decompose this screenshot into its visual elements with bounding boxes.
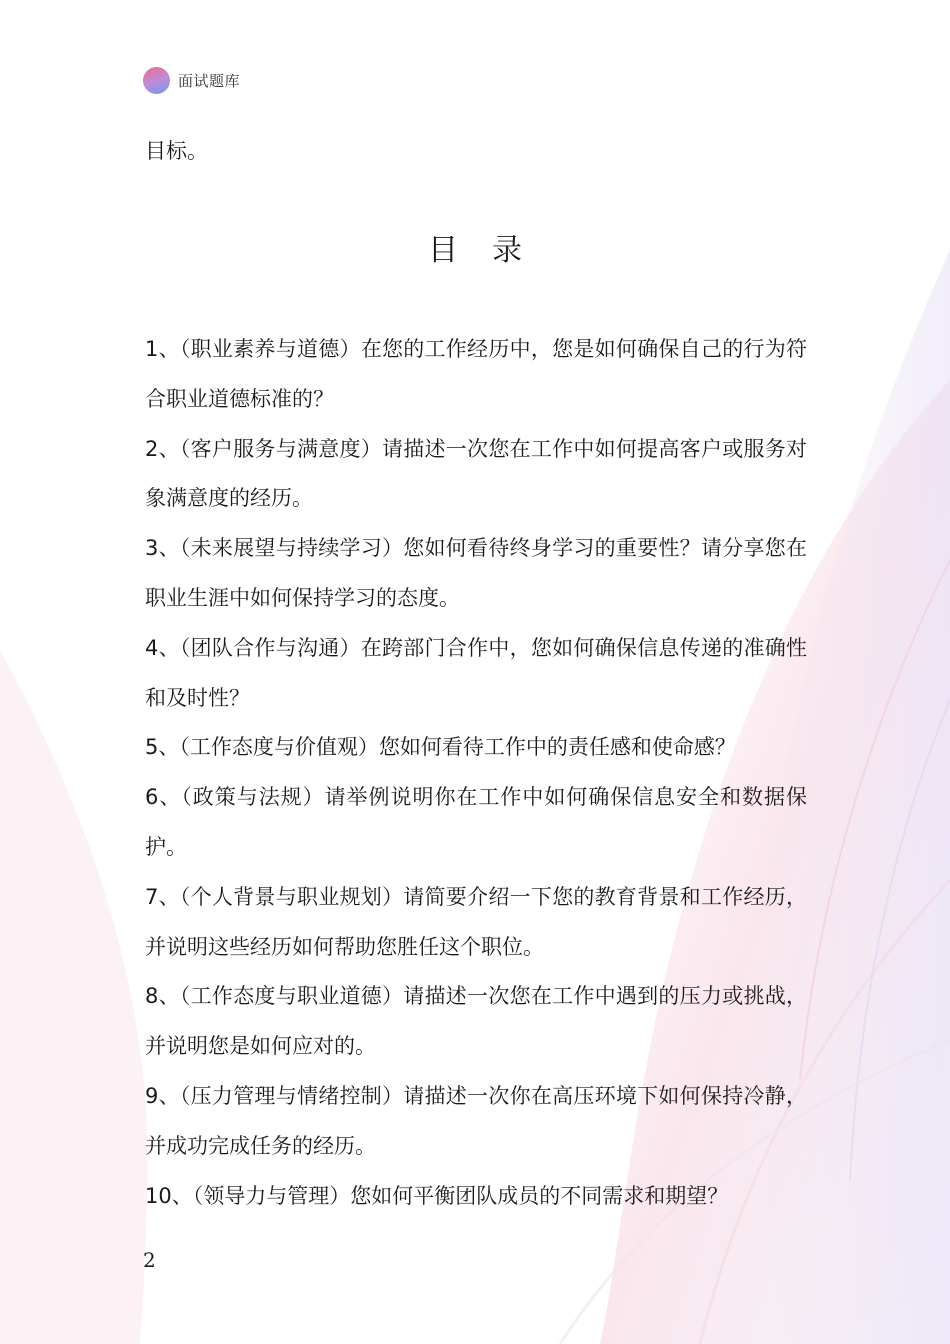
toc-item[interactable]: 2、（客户服务与满意度）请描述一次您在工作中如何提高客户或服务对象满意度的经历。 (145, 436, 807, 511)
toc-item[interactable]: 4、（团队合作与沟通）在跨部门合作中，您如何确保信息传递的准确性和及时性？ (145, 635, 807, 710)
toc-item[interactable]: 7、（个人背景与职业规划）请简要介绍一下您的教育背景和工作经历，并说明这些经历如何帮助您胜任这个职位。 (145, 884, 807, 959)
toc-list (145, 325, 807, 1221)
header-title: 面试题库 (178, 71, 241, 90)
toc-item[interactable]: 8、（工作态度与职业道德）请描述一次您在工作中遇到的压力或挑战，并说明您是如何应对的。 (145, 984, 807, 1059)
toc-item[interactable]: 6、（政策与法规）请举例说明你在工作中如何确保信息安全和数据保护。 (145, 785, 807, 859)
toc-item[interactable]: 1、（职业素养与道德）在您的工作经历中，您是如何确保自己的行为符合职业道德标准的？ (145, 337, 807, 411)
toc-item[interactable]: 9、（压力管理与情绪控制）请描述一次你在高压环境下如何保持冷静，并成功完成任务的经历。 (145, 1083, 807, 1158)
toc-title: 目录 (428, 233, 556, 268)
continued-text: 目标。 (145, 139, 208, 163)
page-header (143, 66, 240, 94)
toc-item[interactable]: 3、（未来展望与持续学习）您如何看待终身学习的重要性？请分享您在职业生涯中如何保持学习的态度。 (145, 536, 807, 610)
page-number: 2 (143, 1248, 156, 1272)
toc-item[interactable]: 10、（领导力与管理）您如何平衡团队成员的不同需求和期望？ (145, 1183, 729, 1208)
toc-item[interactable]: 5、（工作态度与价值观）您如何看待工作中的责任感和使命感？ (145, 735, 736, 760)
logo-icon (143, 67, 170, 94)
